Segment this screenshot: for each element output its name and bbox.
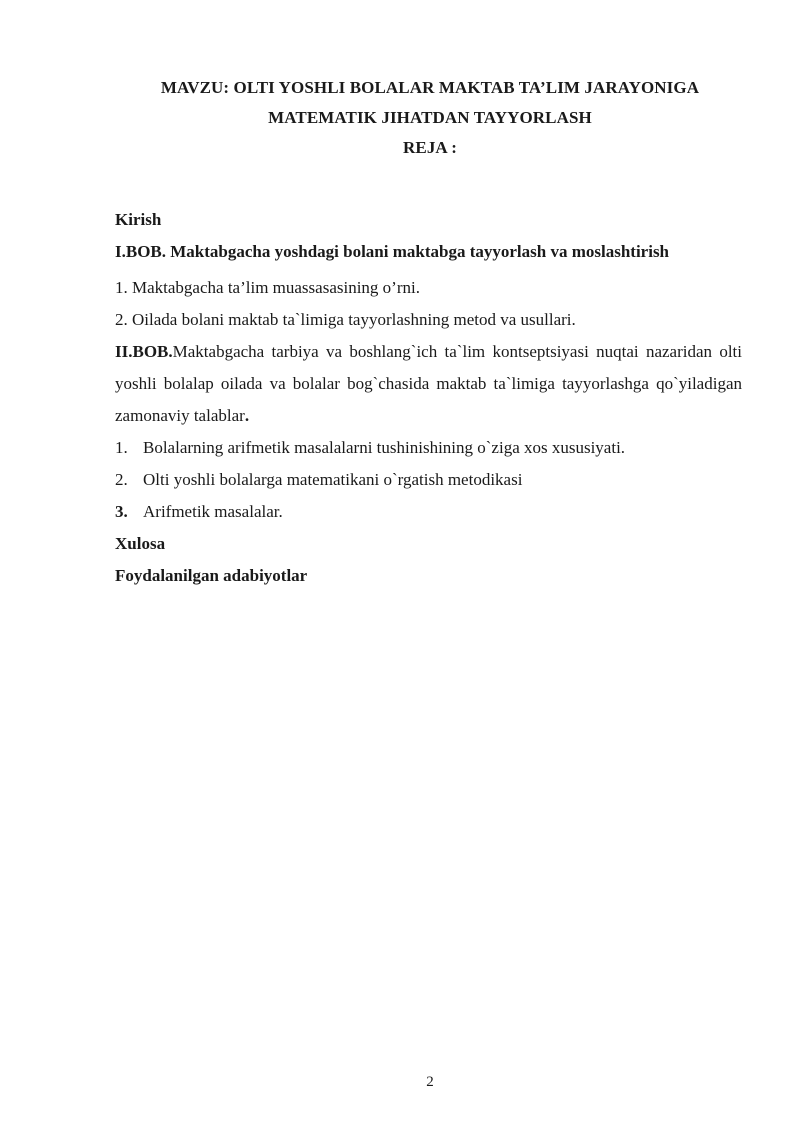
plan-item-conclusion: Xulosa <box>115 534 166 553</box>
chapter-2-item-2-number: 2. <box>115 470 128 489</box>
page-number: 2 <box>426 1074 434 1090</box>
plan-chapter-1-heading: I.BOB. Maktabgacha yoshdagi bolani maktabga tayyorlash va moslashtirish <box>115 242 670 261</box>
chapter-1-item-1: 1. Maktabgacha ta’lim muassasasining o’rni. <box>115 278 420 297</box>
chapter-2-item-1 <box>115 432 742 464</box>
title-block <box>60 73 800 163</box>
chapter-2-end-mark: . <box>244 406 250 425</box>
chapter-2-label: II.BOB. <box>115 342 173 361</box>
topic-title-line-2: MATEMATIK JIHATDAN TAYYORLASH <box>268 108 592 127</box>
chapter-2-item-1-number: 1. <box>115 438 128 457</box>
plan-item-references: Foydalanilgan adabiyotlar <box>115 566 308 585</box>
chapter-2-item-1-text: Bolalarning arifmetik masalalarni tushinishining o`ziga xos xususiyati. <box>143 438 626 457</box>
chapter-2-text: Maktabgacha tarbiya va boshlang`ich ta`lim kontseptsiyasi nuqtai nazaridan olti yoshli bolalap oilada va bolalar bog`chasida maktab ta`limiga tayyorlashga qo`yiladigan zamonaviy talablar <box>115 342 742 425</box>
plan-contents <box>115 204 742 592</box>
chapter-2-item-3 <box>115 496 742 528</box>
chapter-2-item-2 <box>115 464 742 496</box>
plan-heading: REJA : <box>403 138 457 157</box>
plan-chapter-2-paragraph <box>115 336 742 432</box>
plan-item-introduction: Kirish <box>115 210 162 229</box>
chapter-2-item-3-text: Arifmetik masalalar. <box>143 502 283 521</box>
topic-title-line-1: MAVZU: OLTI YOSHLI BOLALAR MAKTAB TA’LIM JARAYONIGA <box>160 78 700 97</box>
chapter-2-item-2-text: Olti yoshli bolalarga matematikani o`rgatish metodikasi <box>143 470 523 489</box>
chapter-1-item-2: 2. Oilada bolani maktab ta`limiga tayyorlashning metod va usullari. <box>115 310 576 329</box>
chapter-2-item-3-number: 3. <box>115 502 128 521</box>
